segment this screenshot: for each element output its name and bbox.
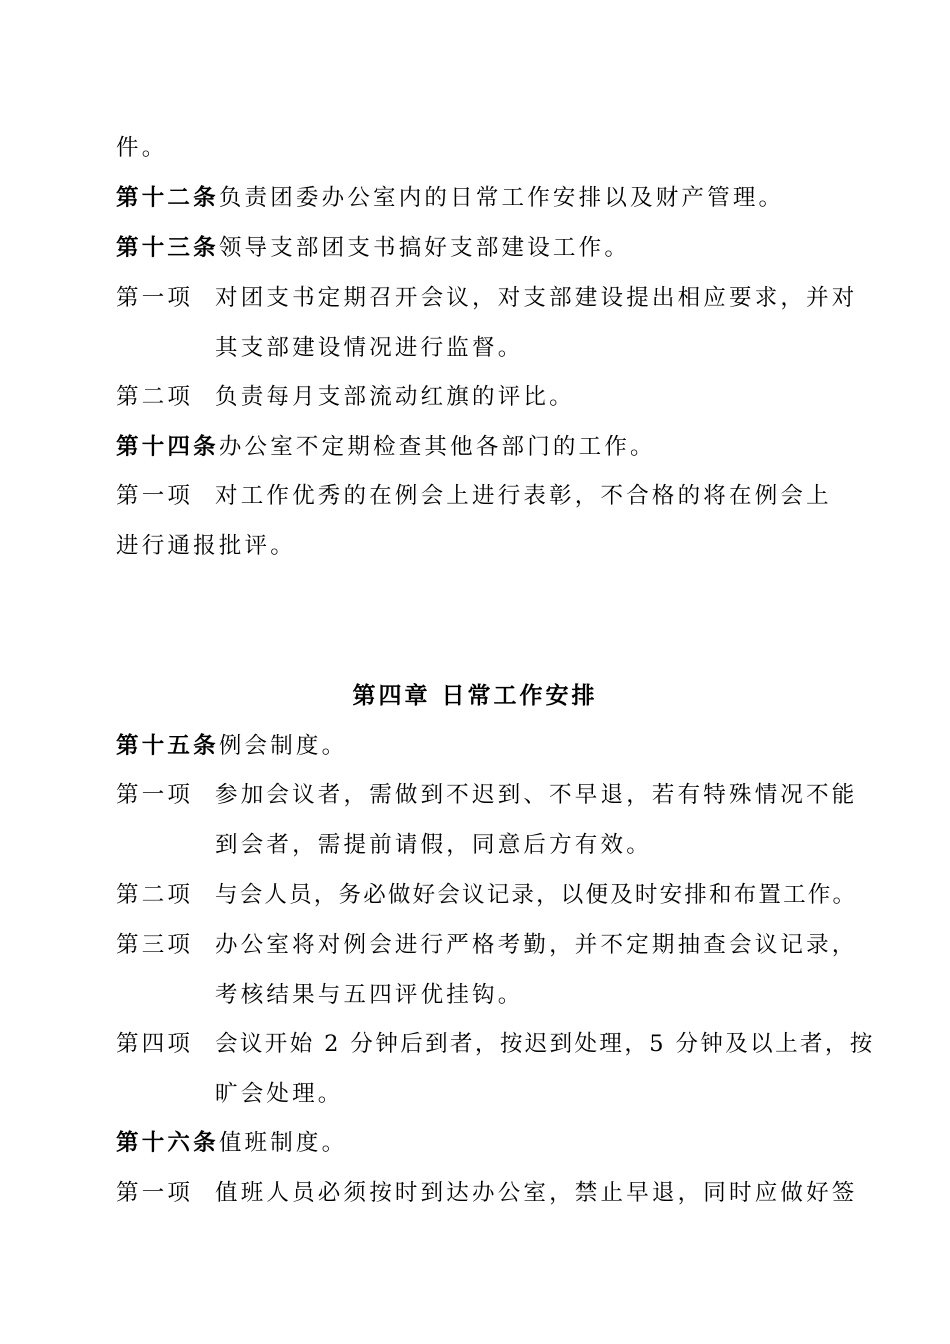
item-label: 第二项	[116, 882, 194, 908]
item-continuation	[116, 531, 296, 561]
item-text: 负责每月支部流动红旗的评比。	[215, 384, 575, 410]
article-13	[116, 233, 630, 263]
article-12	[116, 183, 784, 213]
article-14-item-1	[116, 481, 832, 511]
item-text: 进行通报批评。	[116, 533, 296, 559]
item-label: 第四项	[116, 1031, 194, 1057]
article-label: 第十五条	[116, 733, 219, 759]
article-text: 例会制度。	[218, 733, 348, 759]
article-15-item-3	[116, 930, 858, 960]
item-continuation	[215, 830, 652, 860]
item-label: 第二项	[116, 384, 194, 410]
item-text: 其支部建设情况进行监督。	[215, 335, 524, 361]
item-text: 参加会议者，需做到不迟到、不早退，若有特殊情况不能	[215, 782, 858, 808]
article-16-item-1	[116, 1178, 858, 1208]
article-label: 第十二条	[116, 185, 219, 211]
item-label: 第一项	[116, 782, 194, 808]
paragraph-continuation	[116, 133, 167, 163]
article-text: 负责团委办公室内的日常工作安排以及财产管理。	[218, 185, 785, 211]
article-text: 值班制度。	[218, 1130, 348, 1156]
item-text: 对团支书定期召开会议，对支部建设提出相应要求，并对	[215, 285, 858, 311]
item-text: 旷会处理。	[215, 1081, 344, 1107]
article-13-item-2	[116, 382, 575, 412]
item-text: 对工作优秀的在例会上进行表彰，不合格的将在例会上	[215, 483, 832, 509]
item-label: 第一项	[116, 285, 194, 311]
article-15	[116, 731, 347, 761]
article-label: 第十六条	[116, 1130, 219, 1156]
item-continuation	[215, 1079, 344, 1109]
item-text: 到会者，需提前请假，同意后方有效。	[215, 832, 652, 858]
article-15-item-2	[116, 880, 857, 910]
article-15-item-1	[116, 780, 858, 810]
article-16	[116, 1128, 347, 1158]
article-14	[116, 432, 656, 462]
item-label: 第一项	[116, 1180, 194, 1206]
article-label: 第十四条	[116, 434, 219, 460]
article-text: 领导支部团支书搞好支部建设工作。	[218, 235, 631, 261]
item-label: 第三项	[116, 932, 194, 958]
paragraph-text: 件。	[116, 135, 168, 161]
item-text: 办公室将对例会进行严格考勤，并不定期抽查会议记录，	[215, 932, 858, 958]
item-text: 会议开始 2 分钟后到者，按迟到处理，5 分钟及以上者，按	[215, 1031, 875, 1057]
article-13-item-1	[116, 283, 858, 313]
chapter-heading: 第四章 日常工作安排	[352, 682, 598, 709]
item-continuation	[215, 333, 523, 363]
item-text: 与会人员，务必做好会议记录，以便及时安排和布置工作。	[215, 882, 858, 908]
item-text: 值班人员必须按时到达办公室，禁止早退，同时应做好签	[215, 1180, 858, 1206]
article-text: 办公室不定期检查其他各部门的工作。	[218, 434, 656, 460]
item-label: 第一项	[116, 483, 194, 509]
item-text: 考核结果与五四评优挂钩。	[215, 982, 524, 1008]
item-continuation	[215, 980, 523, 1010]
article-label: 第十三条	[116, 235, 219, 261]
article-15-item-4	[116, 1029, 875, 1059]
